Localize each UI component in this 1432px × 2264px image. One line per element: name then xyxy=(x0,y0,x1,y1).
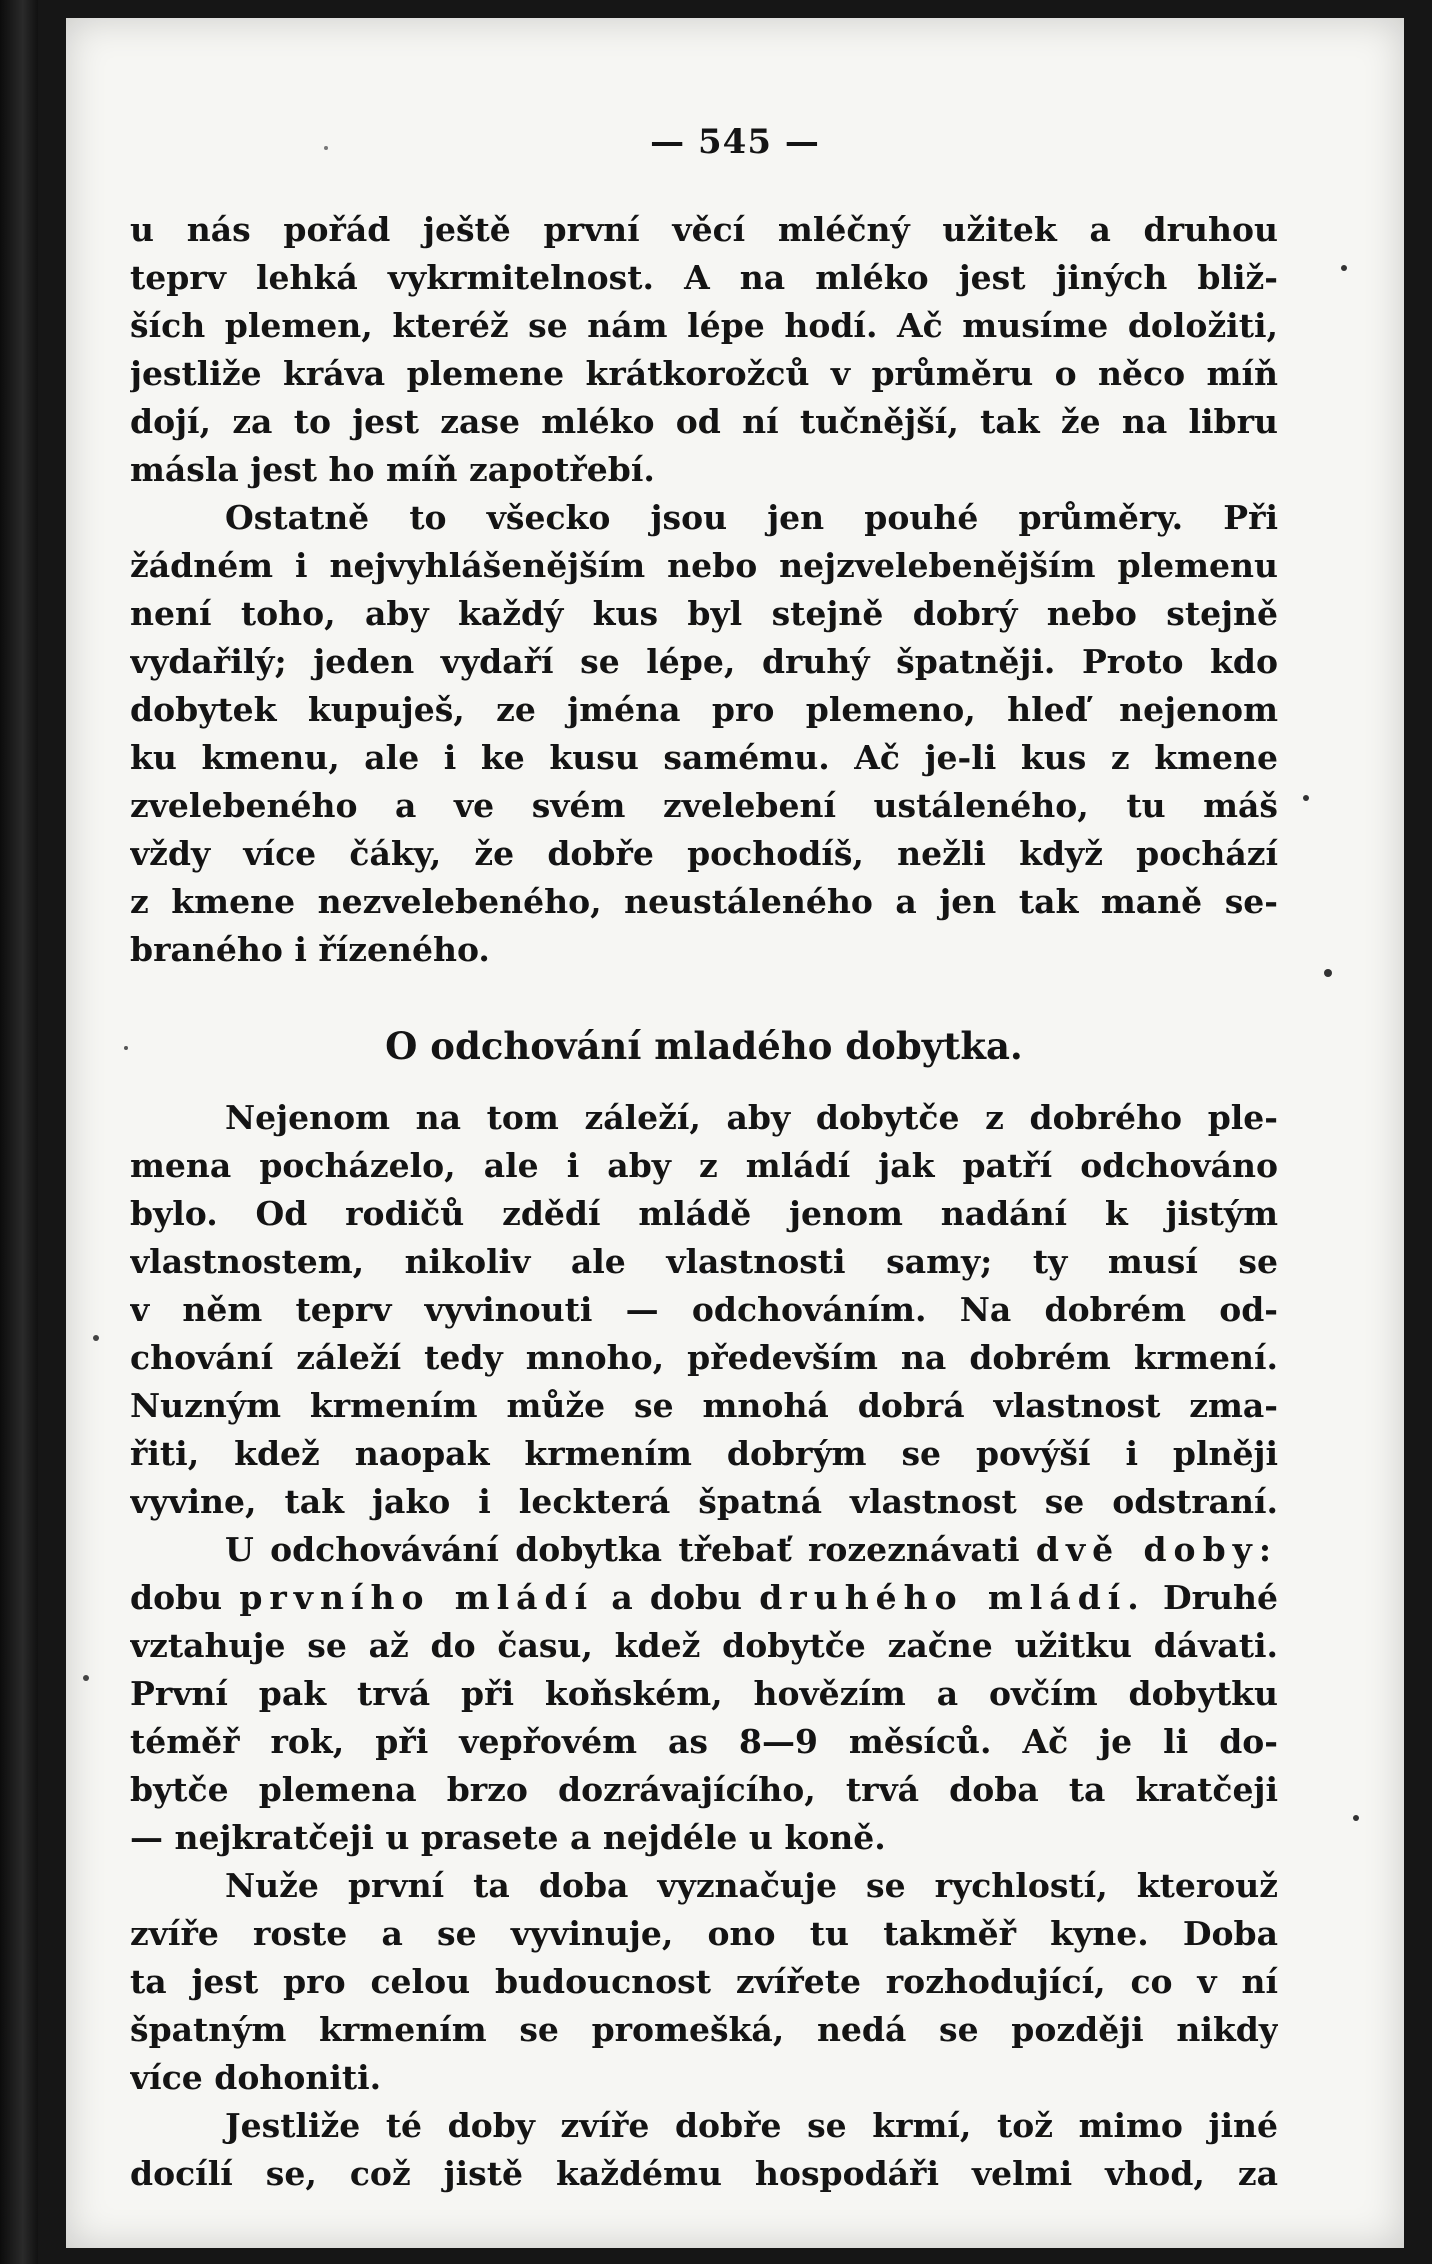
text-line: zvíře roste a se vyvinuje, ono tu takměř kyne. Doba xyxy=(130,1914,1278,1953)
text-line: dojí, za to jest zase mléko od ní tučnější, tak že na libru xyxy=(130,402,1278,441)
text-line: vyvine, tak jako i leckterá špatná vlastnost se odstraní. xyxy=(130,1482,1278,1521)
spaced-emphasis: druhého mládí. xyxy=(759,1578,1146,1617)
text-line: Nuže první ta doba vyznačuje se rychlostí, kterouž xyxy=(225,1866,1278,1905)
text-line: dobytek kupuješ, ze jména pro plemeno, hleď nejenom xyxy=(130,690,1278,729)
text-line: bytče plemena brzo dozrávajícího, trvá doba ta kratčeji xyxy=(130,1770,1278,1809)
text-line: Ostatně to všecko jsou jen pouhé průměry. Při xyxy=(225,498,1278,537)
text-line: bylo. Od rodičů zdědí mládě jenom nadání k jistým xyxy=(130,1194,1278,1233)
text-line: zvelebeného a ve svém zvelebení ustáleného, tu máš xyxy=(130,786,1278,825)
text-line: u nás pořád ještě první věcí mléčný užitek a druhou xyxy=(130,210,1278,249)
text-line: vztahuje se až do času, kdež dobytče začne užitku dávati. xyxy=(130,1626,1278,1665)
text-line: Jestliže té doby zvíře dobře se krmí, tož mimo jiné xyxy=(225,2106,1278,2145)
text-line: mena pocházelo, ale i aby z mládí jak patří odchováno xyxy=(130,1146,1278,1185)
text-line: z kmene nezvelebeného, neustáleného a jen tak maně se- xyxy=(130,882,1278,921)
text-line: ta jest pro celou budoucnost zvířete rozhodující, co v ní xyxy=(130,1962,1278,2001)
text-line: více dohoniti. xyxy=(130,2058,382,2097)
text-line: vydařilý; jeden vydaří se lépe, druhý špatněji. Proto kdo xyxy=(130,642,1278,681)
text-line: — nejkratčeji u prasete a nejdéle u koně. xyxy=(130,1818,886,1857)
text-line xyxy=(130,1526,1278,1574)
page-body xyxy=(130,206,1278,2198)
text-line: jestliže kráva plemene krátkorožců v průměru o něco míň xyxy=(130,354,1278,393)
text-line: Nejenom na tom záleží, aby dobytče z dobrého ple- xyxy=(225,1098,1278,1137)
text-line: špatným krmením se promešká, nedá se později nikdy xyxy=(130,2010,1278,2049)
text-line: ku kmenu, ale i ke kusu samému. Ač je-li kus z kmene xyxy=(130,738,1278,777)
page-number: — 545 — xyxy=(650,122,820,162)
text-line: v něm teprv vyvinouti — odchováním. Na dobrém od- xyxy=(130,1290,1278,1329)
section-heading: O odchování mladého dobytka. xyxy=(385,1024,1023,1068)
book-page xyxy=(66,18,1404,2248)
text-line: braného i řízeného. xyxy=(130,930,490,969)
text-line: docílí se, což jistě každému hospodáři velmi vhod, za xyxy=(130,2154,1278,2193)
text-line: řiti, kdež naopak krmením dobrým se povýší i plněji xyxy=(130,1434,1278,1473)
text-line: není toho, aby každý kus byl stejně dobrý nebo stejně xyxy=(130,594,1278,633)
text-line: téměř rok, při vepřovém as 8—9 měsíců. Ač je li do- xyxy=(130,1722,1278,1761)
text-line: První pak trvá při koňském, hovězím a ovčím dobytku xyxy=(130,1674,1278,1713)
text-line: vlastnostem, nikoliv ale vlastnosti samy; ty musí se xyxy=(130,1242,1278,1281)
spaced-emphasis: dvě doby: xyxy=(1035,1530,1278,1569)
text-span: dobu xyxy=(130,1578,223,1617)
text-span: a dobu xyxy=(611,1578,743,1617)
text-line: teprv lehká vykrmitelnost. A na mléko jest jiných bliž- xyxy=(130,258,1278,297)
spaced-emphasis: prvního mládí xyxy=(239,1578,595,1617)
text-line: žádném i nejvyhlášenějším nebo nejzvelebenějším plemenu xyxy=(130,546,1278,585)
text-line: ších plemen, kteréž se nám lépe hodí. Ač musíme doložiti, xyxy=(130,306,1278,345)
adjacent-page-edge xyxy=(0,0,38,2264)
text-span: U odchovávání dobytka třebať rozeznávati xyxy=(225,1530,1020,1569)
text-line: Nuzným krmením může se mnohá dobrá vlastnost zma- xyxy=(130,1386,1278,1425)
text-line: chování záleží tedy mnoho, především na dobrém krmení. xyxy=(130,1338,1278,1377)
text-span: Druhé xyxy=(1162,1578,1278,1617)
text-line: vždy více čáky, že dobře pochodíš, nežli když pochází xyxy=(130,834,1278,873)
text-line: másla jest ho míň zapotřebí. xyxy=(130,450,655,489)
text-line xyxy=(130,1574,1278,1622)
